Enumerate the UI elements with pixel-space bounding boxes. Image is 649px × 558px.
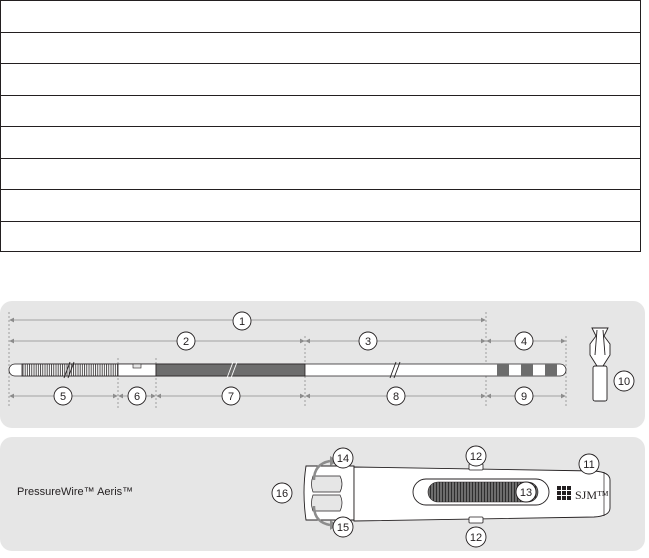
callout-14: 14	[336, 453, 350, 465]
pressurewire-device	[304, 456, 610, 530]
callout-16: 16	[275, 488, 289, 500]
sjm-logo-text: SJM™	[575, 488, 609, 502]
callout-13: 13	[519, 487, 533, 499]
marker-band	[545, 364, 557, 376]
marker-band	[497, 364, 509, 376]
callout-10: 10	[617, 376, 631, 388]
cap-opening	[312, 476, 343, 492]
callout-7: 7	[227, 391, 235, 403]
callout-9: 9	[520, 391, 528, 403]
callout-8: 8	[392, 391, 400, 403]
guidewire-dimensions	[9, 312, 566, 408]
product-name: PressureWire™ Aeris™	[17, 486, 134, 498]
torque-device	[590, 328, 610, 401]
marker-band	[521, 364, 533, 376]
coil-tip	[22, 364, 118, 376]
callout-1: 1	[238, 316, 246, 328]
callout-4: 4	[520, 336, 528, 348]
sensor-window	[133, 364, 141, 368]
coated-section	[156, 364, 305, 376]
device-cap	[304, 466, 354, 520]
callout-15: 15	[336, 522, 350, 534]
callout-5: 5	[59, 391, 67, 403]
callout-6: 6	[133, 391, 141, 403]
callout-12-bottom: 12	[469, 532, 483, 544]
guidewire	[9, 362, 566, 378]
cap-opening	[312, 495, 343, 511]
sjm-logo-mark	[557, 486, 571, 500]
callout-3: 3	[364, 336, 372, 348]
callout-12-top: 12	[469, 451, 483, 463]
callout-2: 2	[182, 336, 190, 348]
callout-11: 11	[583, 459, 595, 471]
clip	[469, 517, 483, 523]
